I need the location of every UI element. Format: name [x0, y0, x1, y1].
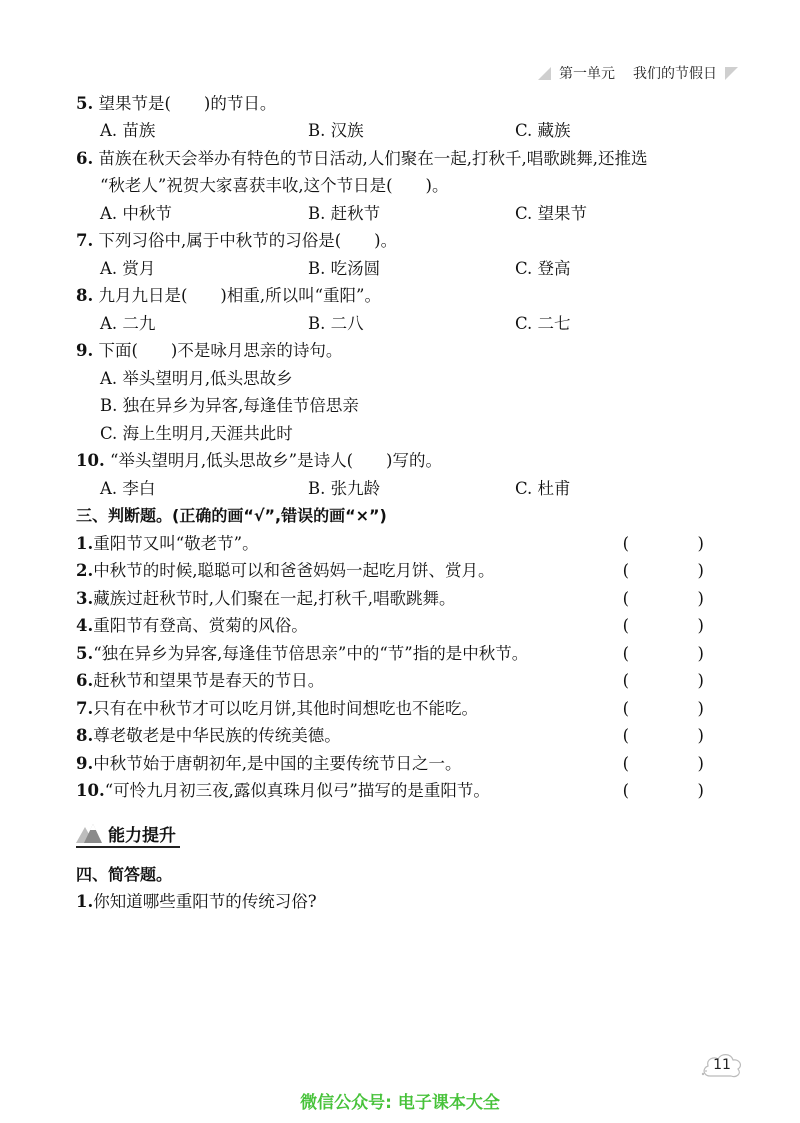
question-10: 10. “举头望明月,低头思故乡”是诗人( )写的。: [76, 451, 442, 470]
tf-text: 藏族过赶秋节时,人们聚在一起,打秋千,唱歌跳舞。: [93, 589, 456, 608]
question-stem: 望果节是( )的节日。: [98, 94, 277, 113]
question-stem: 下列习俗中,属于中秋节的习俗是( )。: [98, 231, 398, 250]
tf-text: 中秋节始于唐朝初年,是中国的主要传统节日之一。: [93, 754, 462, 773]
tf-text: 中秋节的时候,聪聪可以和爸爸妈妈一起吃月饼、赏月。: [93, 561, 495, 580]
answer-paren[interactable]: ( ): [622, 726, 730, 745]
question-8: 8. 九月九日是( )相重,所以叫“重阳”。: [76, 286, 381, 305]
tf-text: “独在异乡为异客,每逢佳节倍思亲”中的“节”指的是中秋节。: [93, 644, 529, 663]
option-c[interactable]: C. 藏族: [515, 121, 571, 140]
options-8: [100, 311, 730, 337]
section-banner: [76, 818, 176, 848]
answer-paren[interactable]: ( ): [622, 644, 730, 663]
options-7: [100, 256, 730, 282]
question-5: 5. 望果节是( )的节日。: [76, 94, 277, 113]
unit-title: 我们的节假日: [633, 66, 717, 82]
answer-paren[interactable]: ( ): [622, 671, 730, 690]
answer-paren[interactable]: ( ): [622, 561, 730, 580]
banner-underline: [76, 846, 180, 848]
section-title-tf: 三、判断题。(正确的画“√”,错误的画“×”): [76, 506, 387, 525]
options-5: [100, 118, 730, 144]
tf-item: 1.重阳节又叫“敬老节”。 ( ): [76, 531, 730, 557]
tf-item: 6.赶秋节和望果节是春天的节日。 ( ): [76, 668, 730, 694]
question-6-continued: [100, 173, 730, 199]
tf-item: 5.“独在异乡为异客,每逢佳节倍思亲”中的“节”指的是中秋节。 ( ): [76, 641, 730, 667]
answer-paren[interactable]: ( ): [622, 699, 730, 718]
unit-label: 第一单元: [559, 66, 615, 82]
tf-text: 赶秋节和望果节是春天的节日。: [93, 671, 325, 690]
answer-paren[interactable]: ( ): [622, 616, 730, 635]
answer-paren[interactable]: ( ): [622, 754, 730, 773]
section-title-short: 四、简答题。: [76, 865, 173, 884]
option-a[interactable]: A. 苗族: [100, 121, 156, 140]
answer-paren[interactable]: ( ): [622, 589, 730, 608]
question-stem-continued: “秋老人”祝贺大家喜获丰收,这个节日是( )。: [100, 176, 449, 195]
tf-item: 8.尊老敬老是中华民族的传统美德。 ( ): [76, 723, 730, 749]
options-10: [100, 476, 730, 502]
page-number: 11: [713, 1057, 731, 1073]
question-stem: “举头望明月,低头思故乡”是诗人( )写的。: [109, 451, 442, 470]
option-c[interactable]: C. 登高: [515, 259, 571, 278]
option-a[interactable]: A. 赏月: [100, 259, 156, 278]
tf-item: 3.藏族过赶秋节时,人们聚在一起,打秋千,唱歌跳舞。 ( ): [76, 586, 730, 612]
option-b[interactable]: B. 二八: [308, 314, 364, 333]
banner-title: 能力提升: [108, 825, 176, 846]
tf-item: 2.中秋节的时候,聪聪可以和爸爸妈妈一起吃月饼、赏月。 ( ): [76, 558, 730, 584]
tf-item: 4.重阳节有登高、赏菊的风俗。 ( ): [76, 613, 730, 639]
option-b[interactable]: B. 张九龄: [308, 479, 381, 498]
tf-item: 10.“可怜九月初三夜,露似真珠月似弓”描写的是重阳节。 ( ): [76, 778, 730, 804]
options-6: [100, 201, 730, 227]
tf-text: 只有在中秋节才可以吃月饼,其他时间想吃也不能吃。: [93, 699, 478, 718]
option-a[interactable]: A. 二九: [100, 314, 156, 333]
question-stem: 下面( )不是咏月思亲的诗句。: [98, 341, 343, 360]
option-c[interactable]: C. 望果节: [515, 204, 588, 223]
option-c[interactable]: C. 二七: [515, 314, 571, 333]
option-a[interactable]: A. 李白: [100, 479, 156, 498]
tf-text: 重阳节有登高、赏菊的风俗。: [93, 616, 308, 635]
watermark: 微信公众号: 电子课本大全: [300, 1093, 500, 1113]
option-b[interactable]: B. 赶秋节: [308, 204, 381, 223]
tf-item: 9.中秋节始于唐朝初年,是中国的主要传统节日之一。 ( ): [76, 751, 730, 777]
short-answer-text: 你知道哪些重阳节的传统习俗?: [93, 892, 317, 911]
option-b[interactable]: B. 独在异乡为异客,每逢佳节倍思亲: [100, 396, 359, 415]
option-c[interactable]: C. 海上生明月,天涯共此时: [100, 424, 293, 443]
option-a[interactable]: A. 举头望明月,低头思故乡: [100, 369, 293, 388]
answer-paren[interactable]: ( ): [622, 781, 730, 800]
tf-text: “可怜九月初三夜,露似真珠月似弓”描写的是重阳节。: [104, 781, 490, 800]
question-7: 7. 下列习俗中,属于中秋节的习俗是( )。: [76, 231, 398, 250]
question-6: 6. 苗族在秋天会举办有特色的节日活动,人们聚在一起,打秋千,唱歌跳舞,还推选: [76, 149, 648, 168]
answer-paren[interactable]: ( ): [622, 534, 730, 553]
page-number-badge: [700, 1050, 744, 1080]
option-b[interactable]: B. 吃汤圆: [308, 259, 381, 278]
option-c[interactable]: C. 杜甫: [515, 479, 571, 498]
option-b[interactable]: B. 汉族: [308, 121, 364, 140]
option-a[interactable]: A. 中秋节: [100, 204, 172, 223]
question-9: 9. 下面( )不是咏月思亲的诗句。: [76, 341, 343, 360]
tf-item: 7.只有在中秋节才可以吃月饼,其他时间想吃也不能吃。 ( ): [76, 696, 730, 722]
tf-text: 尊老敬老是中华民族的传统美德。: [93, 726, 341, 745]
tf-text: 重阳节又叫“敬老节”。: [93, 534, 259, 553]
question-stem: 苗族在秋天会举办有特色的节日活动,人们聚在一起,打秋千,唱歌跳舞,还推选: [98, 149, 648, 168]
mountain-icon: [76, 822, 102, 844]
question-stem: 九月九日是( )相重,所以叫“重阳”。: [98, 286, 381, 305]
short-answer-item: 1.你知道哪些重阳节的传统习俗?: [76, 892, 317, 911]
